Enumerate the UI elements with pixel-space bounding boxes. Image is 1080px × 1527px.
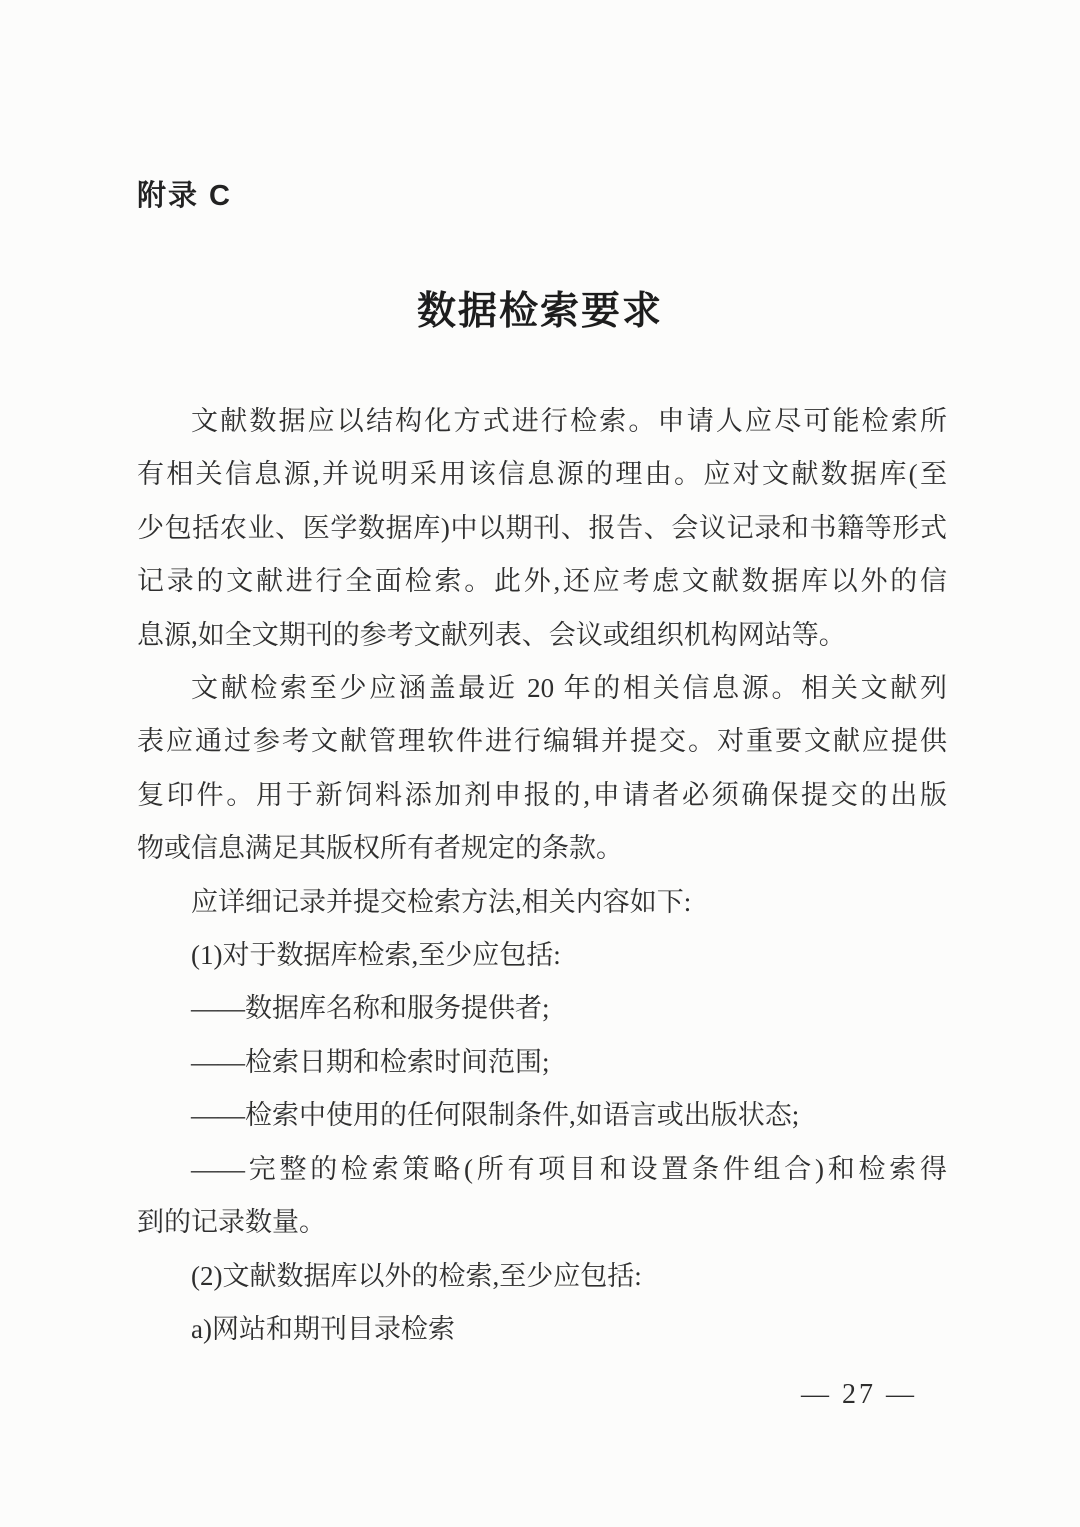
text-line: 复印件。用于新饲料添加剂申报的,申请者必须确保提交的出版 — [137, 779, 947, 810]
text-line: 有相关信息源,并说明采用该信息源的理由。应对文献数据库(至 — [137, 459, 947, 490]
text-line: 息源,如全文期刊的参考文献列表、会议或组织机构网站等。 — [137, 619, 846, 650]
text-line: ——检索中使用的任何限制条件,如语言或出版状态; — [191, 1100, 800, 1131]
text-line: (2)文献数据库以外的检索,至少应包括: — [191, 1260, 642, 1291]
text-line: 文献检索至少应涵盖最近 20 年的相关信息源。相关文献列 — [191, 673, 947, 704]
text-line: 表应通过参考文献管理软件进行编辑并提交。对重要文献应提供 — [137, 726, 947, 757]
body-text — [137, 395, 947, 1356]
text-line: ——完整的检索策略(所有项目和设置条件组合)和检索得 — [191, 1153, 947, 1184]
text-line: 记录的文献进行全面检索。此外,还应考虑文献数据库以外的信 — [137, 566, 947, 597]
text-line: ——数据库名称和服务提供者; — [191, 993, 550, 1024]
appendix-label: 附录 C — [137, 180, 233, 212]
document-title: 数据检索要求 — [416, 290, 663, 333]
text-line: 到的记录数量。 — [137, 1207, 326, 1238]
text-line: 应详细记录并提交检索方法,相关内容如下: — [191, 886, 692, 917]
text-line: (1)对于数据库检索,至少应包括: — [191, 940, 561, 971]
text-line: 物或信息满足其版权所有者规定的条款。 — [137, 833, 623, 864]
text-line: ——检索日期和检索时间范围; — [191, 1046, 550, 1077]
text-line: 文献数据应以结构化方式进行检索。申请人应尽可能检索所 — [191, 406, 947, 436]
text-line: 少包括农业、医学数据库)中以期刊、报告、会议记录和书籍等形式 — [137, 512, 947, 543]
page-number: — 27 — — [801, 1379, 917, 1410]
text-line: a)网站和期刊目录检索 — [191, 1313, 455, 1344]
